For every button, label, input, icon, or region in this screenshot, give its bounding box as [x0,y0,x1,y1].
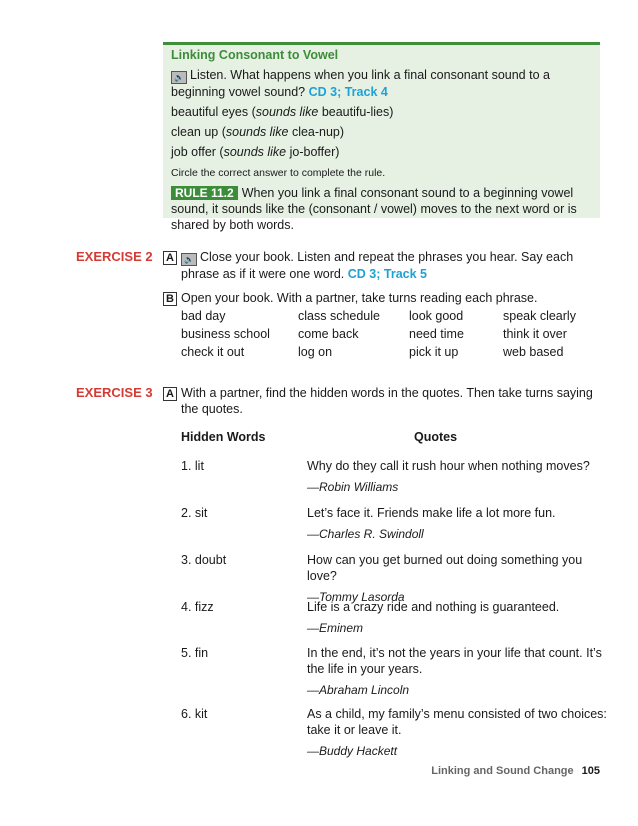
track-label: CD 3; Track 4 [308,85,388,99]
rule-text: When you link a final consonant sound to a beginning vowel sound, it sounds like the (consonant / vowel) moves to the next word or is shared by both words. [171,186,577,232]
rule-tag: RULE 11.2 [171,186,238,200]
box-title: Linking Consonant to Vowel [171,48,339,62]
quote-text: Why do they call it rush hour when nothing moves? [307,459,590,473]
example-note-value: beautifu-lies [321,105,390,119]
ex2-a-letter-wrap [163,249,177,265]
quote-author: —Buddy Hackett [307,744,398,758]
ex2-b-text: Open your book. With a partner, take turns reading each phrase. [181,291,538,305]
quote-text: Life is a crazy ride and nothing is guaranteed. [307,600,560,614]
quote-row [307,706,607,759]
ex2-a-instruction [181,249,599,282]
ex2-b-letter: B [163,292,177,306]
phrase-item: class schedule [298,309,380,323]
example-2: clean up (sounds like clea-nup) [171,125,345,139]
listen-text: Listen. What happens when you link a final consonant sound to a beginning vowel sound? [171,68,550,99]
speaker-icon[interactable]: 🔊 [171,71,187,84]
quote-author: —Eminem [307,621,364,635]
example-note-label: sounds like [223,145,287,159]
ex2-a-text: Close your book. Listen and repeat the phrases you hear. Say each phrase as if it were one word. [181,250,574,281]
listen-line [171,67,592,100]
quote-row [307,599,607,636]
ex2-a-letter: A [163,251,177,265]
phrase-item: think it over [503,327,567,341]
quote-row [307,645,607,698]
hidden-word: 6. kit [181,707,208,721]
phrase-item: need time [409,327,464,341]
phrase-item: speak clearly [503,309,576,323]
example-phrase: beautiful eyes [171,105,249,119]
phrase-item: bad day [181,309,226,323]
phrase-item: pick it up [409,345,459,359]
ex3-a-letter-wrap [163,385,177,401]
quote-author: —Abraham Lincoln [307,683,410,697]
example-note-label: sounds like [225,125,289,139]
instruction-text: Circle the correct answer to complete the rule. [171,167,386,179]
ex3-a-text: With a partner, find the hidden words in the quotes. Then take turns saying the quotes. [181,386,593,416]
example-phrase: clean up [171,125,219,139]
quote-row [307,552,607,605]
rule-line [171,185,592,233]
page-footer [431,765,600,777]
col-quotes: Quotes [414,430,458,444]
quote-author: —Tommy Lasorda [307,590,405,604]
example-note-label: sounds like [255,105,319,119]
example-note-value: jo-boffer [289,145,336,159]
quote-text: In the end, it’s not the years in your life that count. It’s the life in your years. [307,646,602,676]
speaker-icon[interactable]: 🔊 [181,253,197,266]
example-note-value: clea-nup [291,125,340,139]
quote-text: As a child, my family’s menu consisted of two choices: take it or leave it. [307,707,607,737]
example-1: beautiful eyes (sounds like beautifu-lies) [171,105,394,119]
phrase-item: look good [409,309,464,323]
ex2-track-label: CD 3; Track 5 [347,267,427,281]
exercise-3-label: EXERCISE 3 [76,385,153,400]
page-number: 105 [581,765,600,777]
exercise-2-label: EXERCISE 2 [76,249,153,264]
hidden-word: 3. doubt [181,553,227,567]
phrase-item: log on [298,345,333,359]
quote-author: —Robin Williams [307,480,399,494]
phrase-item: web based [503,345,564,359]
hidden-word: 1. lit [181,459,204,473]
rule-box [163,42,600,232]
quote-author: —Charles R. Swindoll [307,527,424,541]
ex3-a-letter: A [163,387,177,401]
ex2-b-letter-wrap [163,290,177,306]
example-phrase: job offer [171,145,216,159]
phrase-item: come back [298,327,359,341]
phrase-item: check it out [181,345,245,359]
quote-row [307,458,607,495]
quote-text: Let’s face it. Friends make life a lot more fun. [307,506,556,520]
example-3: job offer (sounds like jo-boffer) [171,145,340,159]
col-hidden-words: Hidden Words [181,430,266,444]
phrase-item: business school [181,327,270,341]
hidden-word: 5. fin [181,646,209,660]
footer-section: Linking and Sound Change [431,765,574,777]
hidden-word: 2. sit [181,506,208,520]
quote-row [307,505,607,542]
hidden-word: 4. fizz [181,600,214,614]
quote-text: How can you get burned out doing something you love? [307,553,583,583]
